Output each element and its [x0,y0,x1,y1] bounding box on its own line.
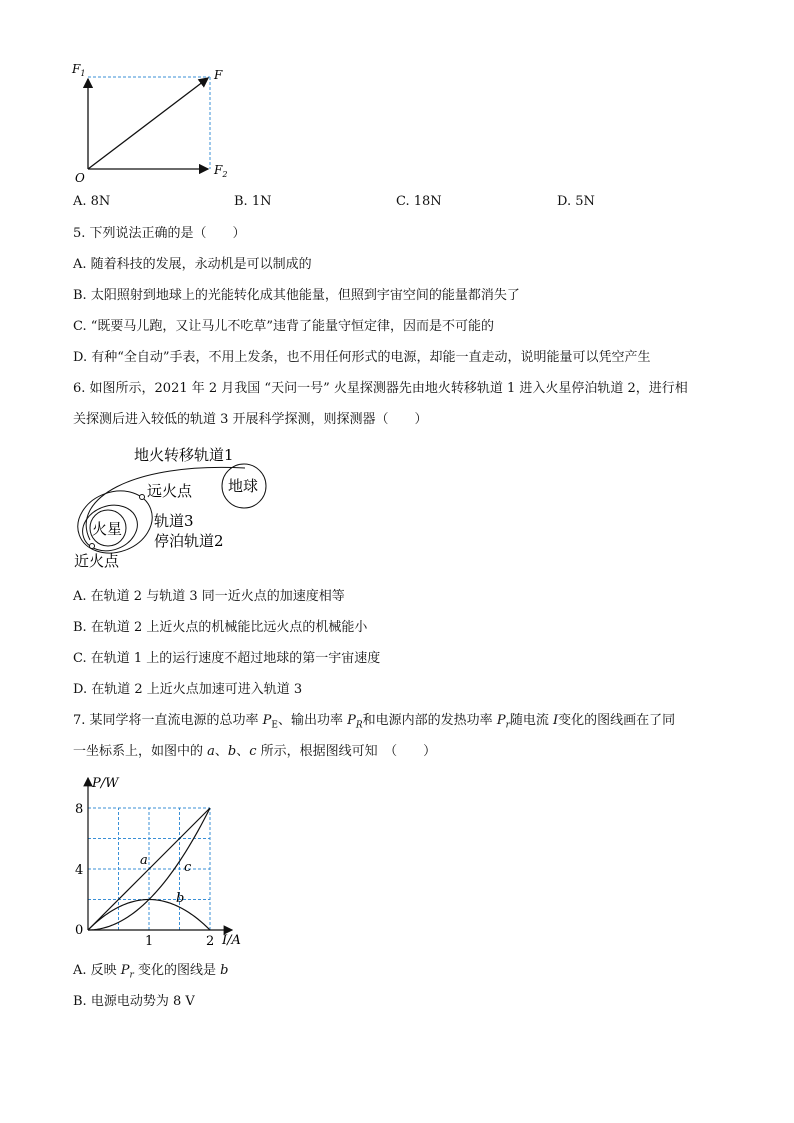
y-tick-label: 0 [75,923,84,938]
q6-option-c: C. 在轨道 1 上的运行速度不超过地球的第一宇宙速度 [73,651,381,666]
q6-option-b: B. 在轨道 2 上近火点的机械能比远火点的机械能小 [73,620,368,635]
x-axis-label: I/A [222,933,241,948]
parking-orbit-label: 停泊轨道2 [154,532,224,550]
q5-stem: 5. 下列说法正确的是（ ） [73,226,246,241]
q5-option-c: C. “既要马儿跑，又让马儿不吃草”违背了能量守恒定律，因而是不可能的 [73,319,495,334]
q4-option-d: D. 5N [557,194,595,209]
orbit-diagram [70,440,280,575]
q6-option-a: A. 在轨道 2 与轨道 3 同一近火点的加速度相等 [73,589,345,604]
series-label-c: c [184,860,192,875]
q5-option-d: D. 有种“全自动”手表，不用上发条，也不用任何形式的电源，却能一直走动，说明能量可以凭空产生 [73,350,651,365]
aphelion-point [140,495,145,500]
q4-option-a: A. 8N [73,194,111,209]
label-origin: O [75,171,85,185]
y-tick-label: 4 [75,863,84,878]
q6-option-d: D. 在轨道 2 上近火点加速可进入轨道 3 [73,682,303,697]
perihelion-label: 近火点 [74,552,120,570]
y-axis-label: P/W [92,776,119,791]
q7-stem-line2: 一坐标系上，如图中的 a、b、c 所示，根据图线可知 （ ） [73,744,437,759]
force-diagram [68,58,238,188]
q4-option-b: B. 1N [234,194,272,209]
orbit3-label: 轨道3 [154,512,194,530]
q5-option-b: B. 太阳照射到地球上的光能转化成其他能量，但照到宇宙空间的能量都消失了 [73,288,520,303]
transfer-orbit-label: 地火转移轨道1 [134,446,234,464]
perihelion-point [90,544,95,549]
label-f1: $F_1$ [72,62,86,78]
series-label-a: a [140,853,148,868]
series-line-a [88,808,210,930]
q7-option-a: A. 反映 $P_r$ 变化的图线是 b [73,963,229,981]
aphelion-label: 远火点 [147,482,193,500]
x-tick-label: 1 [145,934,154,949]
label-f: F [214,68,223,82]
label-f2: $F_2$ [214,163,228,179]
y-tick-label: 8 [75,802,84,817]
f-arrow [88,78,208,169]
q7-stem-line1: 7. 某同学将一直流电源的总功率 $P_E$、输出功率 $P_R$和电源内部的发热功率 $P_r$随电流 I变化的图线画在了同 [73,713,676,731]
power-current-chart [70,772,260,950]
earth-label: 地球 [228,477,259,495]
mars-label: 火星 [92,520,123,538]
q7-option-b: B. 电源电动势为 8 V [73,994,195,1009]
series-label-b: b [176,891,185,906]
q6-stem-line1: 6. 如图所示，2021 年 2 月我国 “天问一号” 火星探测器先由地火转移轨道 1 进入火星停泊轨道 2，进行相 [73,381,688,396]
x-tick-label: 2 [206,934,215,949]
q5-option-a: A. 随着科技的发展，永动机是可以制成的 [73,257,312,272]
q6-stem-line2: 关探测后进入较低的轨道 3 开展科学探测，则探测器（ ） [73,412,428,427]
q4-option-c: C. 18N [396,194,442,209]
